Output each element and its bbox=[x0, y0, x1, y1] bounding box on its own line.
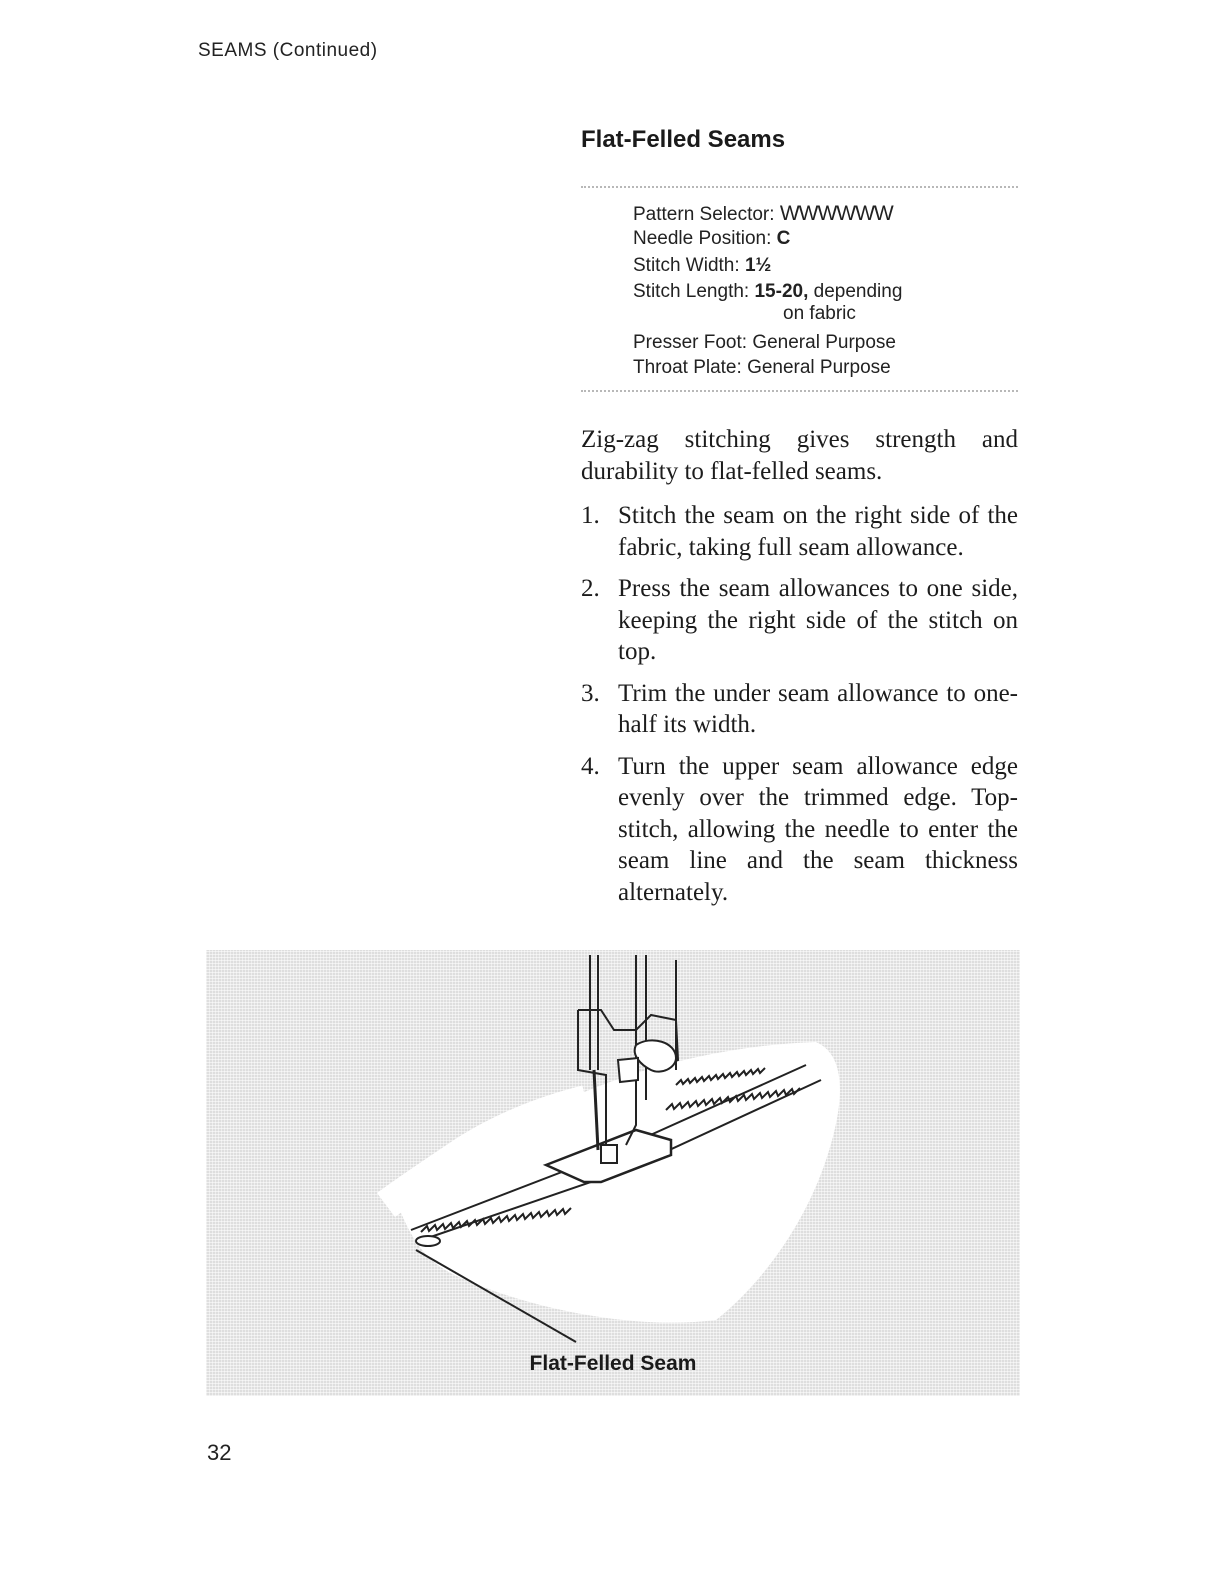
setting-value: General Purpose bbox=[747, 357, 891, 378]
figure-caption: Flat-Felled Seam bbox=[529, 1352, 697, 1375]
step-item bbox=[581, 678, 1018, 741]
stitch-length-setting bbox=[633, 281, 902, 303]
fabric-shape bbox=[396, 1042, 840, 1323]
step-item bbox=[581, 500, 1018, 563]
step-text: Trim the under seam allowance to one-half its width. bbox=[618, 679, 1018, 738]
needle-position-setting bbox=[633, 228, 790, 250]
setting-label: Stitch Width: bbox=[633, 255, 740, 276]
section-title: Flat-Felled Seams bbox=[581, 126, 786, 153]
stitch-width-setting bbox=[633, 255, 771, 277]
setting-value: 1½ bbox=[744, 255, 772, 276]
step-text: Stitch the seam on the right side of the fabric, taking full seam allowance. bbox=[618, 502, 1018, 561]
setting-value: C bbox=[776, 228, 791, 249]
step-number: 3. bbox=[581, 679, 600, 707]
setting-label: Pattern Selector: bbox=[633, 204, 775, 225]
step-text: Press the seam allowances to one side, keeping the right side of the stitch on top. bbox=[618, 575, 1018, 665]
sewing-illustration bbox=[206, 950, 1020, 1396]
page-number: 32 bbox=[207, 1440, 232, 1465]
step-item bbox=[581, 573, 1018, 668]
setting-value: General Purpose bbox=[752, 332, 896, 353]
throat-plate-setting bbox=[633, 357, 891, 379]
setting-value: 15-20, bbox=[754, 281, 809, 302]
flat-felled-seam-figure bbox=[206, 950, 1020, 1396]
step-number: 4. bbox=[581, 752, 600, 780]
zigzag-pattern-icon: WWWWWW bbox=[779, 202, 893, 225]
step-number: 2. bbox=[581, 575, 600, 602]
step-item bbox=[581, 751, 1018, 909]
pattern-selector-setting bbox=[633, 202, 893, 226]
presser-foot-setting bbox=[633, 332, 896, 354]
step-number: 1. bbox=[581, 502, 600, 529]
setting-label: Throat Plate: bbox=[633, 357, 742, 378]
machine-settings-box bbox=[581, 186, 1018, 392]
seam-fold-end bbox=[416, 1236, 440, 1246]
running-head: SEAMS (Continued) bbox=[198, 40, 378, 61]
setting-note: depending bbox=[813, 281, 903, 302]
intro-paragraph: Zig-zag stitching gives strength and durability to flat-felled seams. bbox=[581, 426, 1018, 485]
stitch-length-note-continued: on fabric bbox=[783, 303, 856, 324]
step-text: Turn the upper seam allowance edge evenly over the trimmed edge. Top-stitch, allowing the needle to enter the seam line and the seam thickness alternately. bbox=[618, 752, 1018, 906]
setting-label: Needle Position: bbox=[633, 228, 772, 249]
setting-label: Stitch Length: bbox=[633, 281, 750, 302]
instruction-steps bbox=[581, 500, 1018, 918]
thumb-screw bbox=[635, 1040, 676, 1071]
setting-label: Presser Foot: bbox=[633, 332, 748, 353]
